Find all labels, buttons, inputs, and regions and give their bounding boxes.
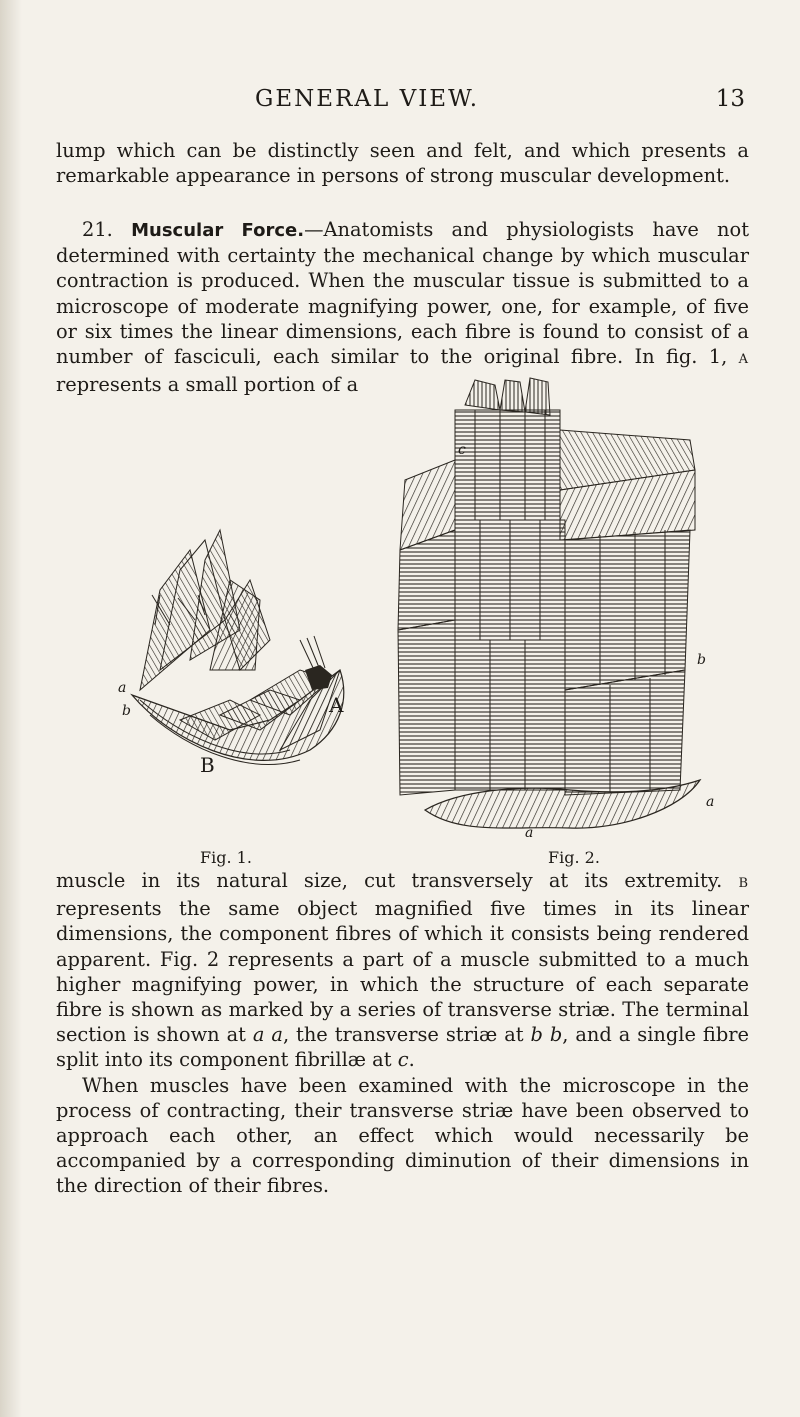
- paragraph-4: When muscles have been examined with the microscope in the process of contracting, their transverse striæ have been observed to approach each other, an effect which would necessarily be accompanied by a corresponding diminution of their dimensions in the direction of their fibres.: [56, 1073, 749, 1198]
- ref-a: A: [738, 352, 749, 368]
- fig2-letter-b: b: [697, 652, 706, 668]
- paragraph-2-text-a: —Anatomists and physiologists have not determined with certainty the mechanical change by which muscular contraction is produced. When the muscular tissue is submitted to a microscope of moderate magnifying power, one, for example, of five or six times the linear dimensions, each fibre is found to consist of a number of fasciculi, each similar to the original fibre. In fig. 1,: [56, 218, 750, 369]
- paragraph-3-text-a: muscle in its natural size, cut transversely at its extremity.: [56, 869, 739, 892]
- page-gutter-shadow: [0, 0, 22, 1417]
- fig1-caption: Fig. 1.: [200, 848, 252, 867]
- figure-muscle-fibres: [100, 370, 720, 870]
- paragraph-2-text-b: represents a small portion of a: [56, 373, 359, 397]
- fig1-label-b: B: [200, 753, 215, 777]
- paragraph-3-text-e: .: [408, 1048, 415, 1072]
- fig1-letter-a: a: [118, 680, 127, 696]
- ref-aa: a a: [252, 1023, 283, 1047]
- paragraph-3-text-b: represents the same object magnified five times in its linear dimensions, the component fibres of which it consists being rendered apparent. Fig. 2 represents a part of a muscle submitted to a much higher magnifying power, in which the structure of each separate fibre is shown as marked by a series of transverse striæ. The terminal section is shown at: [56, 897, 749, 1047]
- paragraph-3: [56, 868, 749, 1073]
- page-header: [255, 86, 745, 116]
- fig2-letter-c: c: [458, 442, 466, 458]
- fig2-letter-a-right: a: [706, 794, 715, 810]
- fig1-b-drawing: [132, 530, 344, 764]
- ref-b: B: [738, 876, 749, 891]
- fig1-label-a: A: [329, 693, 344, 717]
- paragraph-3-text-d: , and a single fibre split into its component fibrillæ at: [56, 1023, 749, 1072]
- paragraph-1: lump which can be distinctly seen and felt, and which presents a remarkable appearance in persons of strong muscular development.: [56, 139, 749, 188]
- fig2-caption: Fig. 2.: [548, 848, 600, 867]
- ref-bb: b b: [530, 1023, 563, 1047]
- ref-c: c: [397, 1048, 409, 1072]
- section-number: 21.: [82, 218, 113, 241]
- paragraph-continuation: [56, 138, 749, 188]
- paragraph-continuation-2: [56, 868, 749, 1199]
- page-number: 13: [715, 86, 745, 112]
- fig1-letter-b: b: [122, 703, 131, 719]
- paragraph-3-text-c: , the transverse striæ at: [282, 1023, 531, 1047]
- section-title: Muscular Force.: [131, 220, 305, 241]
- fig2-letter-a-bottom: a: [525, 825, 534, 841]
- figure-illustration: [100, 370, 720, 870]
- fig2-drawing: [398, 378, 700, 828]
- running-head: GENERAL VIEW.: [255, 86, 480, 112]
